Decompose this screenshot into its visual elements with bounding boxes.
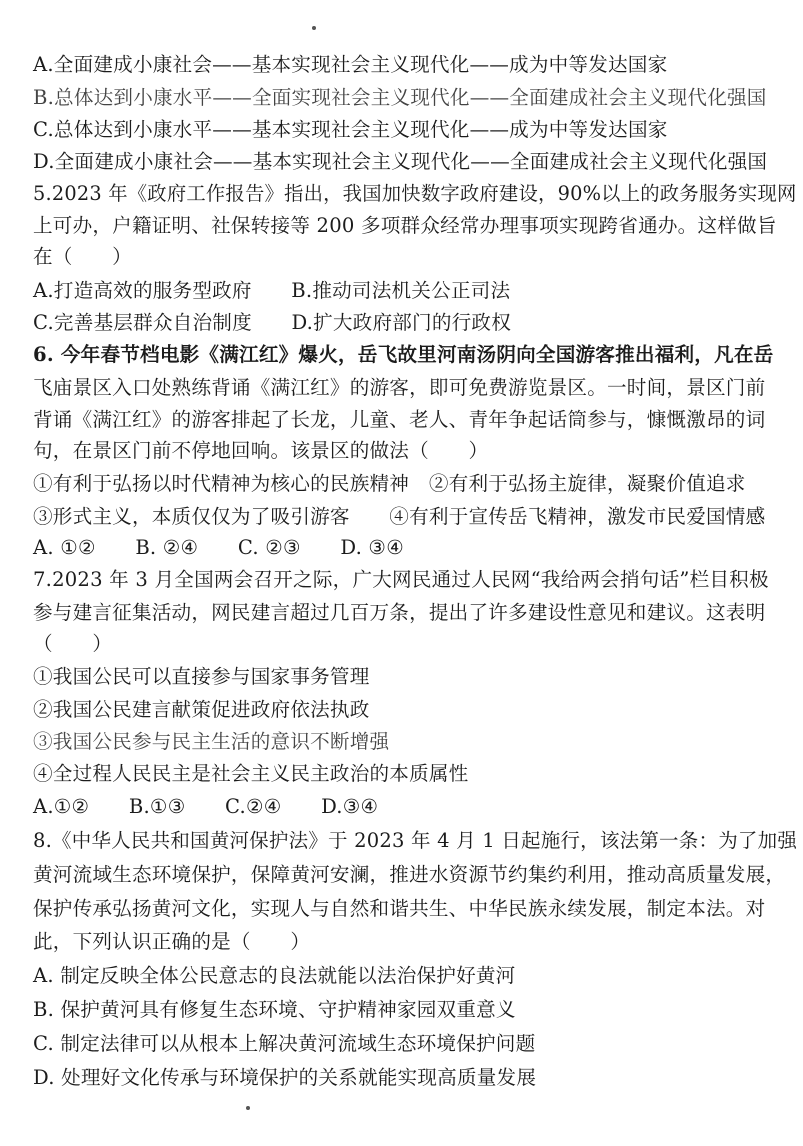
speck-mark [312, 26, 316, 30]
q7-stem-line: 7.2023 年 3 月全国两会召开之际，广大网民通过人民网“我给两会捎句话”栏目积极 [33, 568, 769, 591]
q5-stem-line: 5.2023 年《政府工作报告》指出，我国加快数字政府建设，90%以上的政务服务实现网 [33, 182, 797, 205]
q4-option-a: A.全面建成小康社会——基本实现社会主义现代化——成为中等发达国家 [33, 53, 668, 76]
q6-stem-line: 6. 今年春节档电影《满江红》爆火，岳飞故里河南汤阴向全国游客推出福利，凡在岳 [33, 343, 774, 366]
q8-option-d: D. 处理好文化传承与环境保护的关系就能实现高质量发展 [33, 1066, 537, 1089]
q8-stem-line: 8.《中华人民共和国黄河保护法》于 2023 年 4 月 1 日起施行，该法第一条：为了加强 [33, 829, 798, 852]
q4-option-b: B.总体达到小康水平——全面实现社会主义现代化——全面建成社会主义现代化强国 [33, 86, 767, 109]
q6-choices: A. ①② B. ②④ C. ②③ D. ③④ [33, 536, 404, 559]
q6-stem-line: 句，在景区门前不停地回响。该景区的做法（ ） [33, 439, 489, 462]
q7-choices: A.①② B.①③ C.②④ D.③④ [33, 795, 379, 818]
q8-stem-line: 黄河流域生态环境保护，保障黄河安澜，推进水资源节约集约利用，推动高质量发展， [33, 863, 786, 886]
q7-stem-line: 参与建言征集活动，网民建言超过几百万条，提出了许多建设性意见和建议。这表明 [33, 601, 766, 624]
q5-stem-line: 上可办，户籍证明、社保转接等 200 多项群众经常办理事项实现跨省通办。这样做旨 [33, 214, 777, 237]
q7-statement: ②我国公民建言献策促进政府依法执政 [33, 698, 370, 721]
q4-option-d: D.全面建成小康社会——基本实现社会主义现代化——全面建成社会主义现代化强国 [33, 150, 768, 173]
q8-stem-line: 此，下列认识正确的是（ ） [33, 930, 311, 953]
q7-statement: ③我国公民参与民主生活的意识不断增强 [33, 730, 390, 753]
q6-stem-line: 背诵《满江红》的游客排起了长龙，儿童、老人、青年争起话筒参与，慷慨激昂的词 [33, 408, 766, 431]
q7-stem-line: （ ） [33, 632, 113, 655]
q8-stem-line: 保护传承弘扬黄河文化，实现人与自然和谐共生、中华民族永续发展，制定本法。对 [33, 897, 766, 920]
q5-options-line: C.完善基层群众自治制度 D.扩大政府部门的行政权 [33, 311, 512, 334]
q8-option-b: B. 保护黄河具有修复生态环境、守护精神家园双重意义 [33, 998, 516, 1021]
speck-mark [246, 1106, 250, 1110]
q5-stem-line: 在（ ） [33, 245, 132, 268]
q5-options-line: A.打造高效的服务型政府 B.推动司法机关公正司法 [33, 279, 511, 302]
q8-option-a: A. 制定反映全体公民意志的良法就能以法治保护好黄河 [33, 964, 516, 987]
q6-stem-line: 飞庙景区入口处熟练背诵《满江红》的游客，即可免费游览景区。一时间，景区门前 [33, 376, 766, 399]
q6-statements-line: ③形式主义，本质仅仅为了吸引游客 ④有利于宣传岳飞精神，激发市民爱国情感 [33, 505, 766, 528]
q4-option-c: C.总体达到小康水平——基本实现社会主义现代化——成为中等发达国家 [33, 118, 668, 141]
q6-statements-line: ①有利于弘扬以时代精神为核心的民族精神 ②有利于弘扬主旋律，凝聚价值追求 [33, 472, 746, 495]
q8-option-c: C. 制定法律可以从根本上解决黄河流域生态环境保护问题 [33, 1032, 536, 1055]
q7-statement: ④全过程人民民主是社会主义民主政治的本质属性 [33, 762, 469, 785]
q7-statement: ①我国公民可以直接参与国家事务管理 [33, 665, 370, 688]
